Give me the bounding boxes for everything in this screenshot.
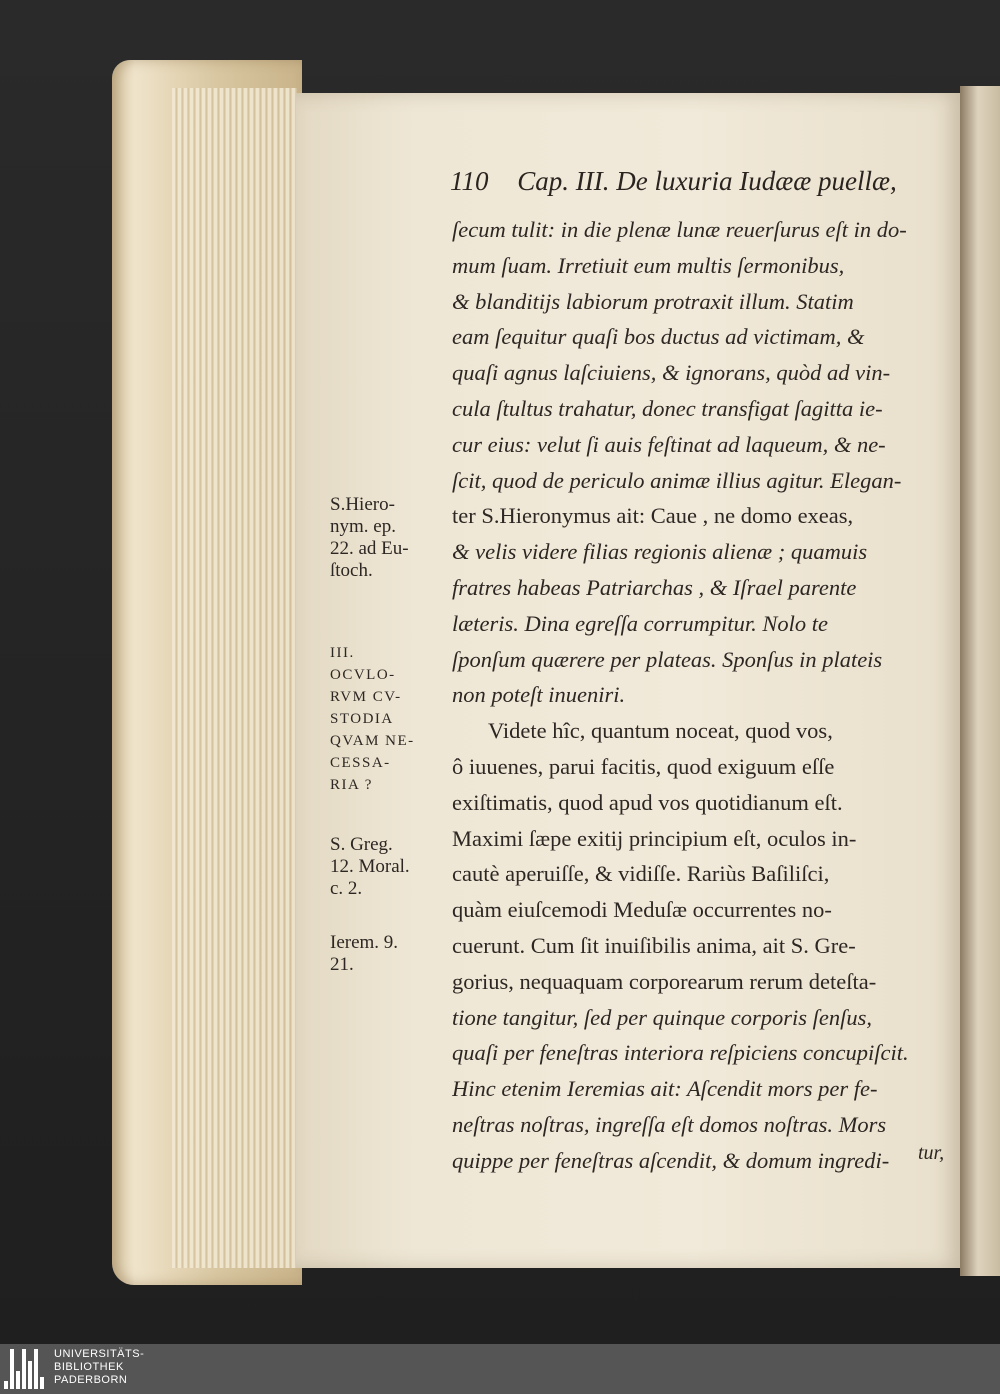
text-line: non poteſt inueniri. — [452, 682, 626, 708]
running-header — [450, 166, 950, 197]
text-line: ter S.Hieronymus ait: Caue , ne domo exeas, — [452, 503, 854, 529]
page-edges — [172, 88, 297, 1268]
margin-note — [330, 494, 445, 582]
text-line: eam ſequitur quaſi bos ductus ad victimam, & — [452, 324, 865, 350]
margin-note-line: STODIA — [330, 711, 394, 727]
text-line: tione tangitur, ſed per quinque corporis ſenſus, — [452, 1004, 872, 1030]
text-line: cautè aperuiſſe, & vidiſſe. Rariùs Baſiliſci, — [452, 861, 830, 887]
text-line: neſtras noſtras, ingreſſa eſt domos noſtras. Mors — [452, 1111, 887, 1137]
margin-note-line: 22. ad Eu- — [330, 538, 409, 559]
text-line: ſecum tulit: in die plenæ lunæ reuerſurus eſt in do- — [452, 217, 907, 242]
text-line: mum ſuam. Irretiuit eum multis ſermonibus, — [452, 252, 845, 278]
text-line: quippe per feneſtras aſcendit, & domum ingredi- — [452, 1147, 890, 1173]
margin-note-line: CESSA- — [330, 755, 391, 771]
logo-line: PADERBORN — [54, 1374, 128, 1386]
text-line: Hinc etenim Ieremias ait: Aſcendit mors per fe- — [452, 1076, 878, 1102]
library-logo-icon — [4, 1349, 44, 1389]
margin-note-line: nym. ep. — [330, 516, 396, 537]
text-line: gorius, nequaquam corporearum rerum deteſta- — [452, 968, 877, 994]
logo-line: BIBLIOTHEK — [54, 1361, 124, 1373]
margin-note-line: OCVLO- — [330, 667, 396, 683]
margin-note-line: ſtoch. — [330, 560, 373, 581]
text-line: exiſtimatis, quod apud vos quotidianum eſt. — [452, 789, 843, 815]
library-footer — [0, 1344, 1000, 1394]
logo-line: UNIVERSITÄTS- — [54, 1348, 145, 1360]
text-line: Maximi ſæpe exitij principium eſt, oculos in- — [452, 825, 857, 851]
library-logo-text — [54, 1348, 144, 1387]
text-line: cuerunt. Cum ſit inuiſibilis anima, ait S. Gre- — [452, 932, 856, 958]
catchword: tur, — [918, 1142, 945, 1164]
margin-note-line: RIA ? — [330, 777, 373, 793]
margin-note-line: 21. — [330, 954, 354, 975]
text-line: & blanditijs labiorum protraxit illum. Statim — [452, 288, 854, 314]
text-line: cula ſtultus trahatur, donec transfigat ſagitta ie- — [452, 395, 883, 421]
margin-note-line: III. — [330, 645, 355, 661]
margin-note-line: c. 2. — [330, 878, 363, 899]
text-line: ſponſum quærere per plateas. Sponſus in plateis — [452, 646, 883, 672]
margin-notes — [330, 494, 445, 976]
text-line: quaſi agnus laſciuiens, & ignorans, quòd ad vin- — [452, 360, 891, 386]
text-line: quaſi per feneſtras interiora reſpiciens concupiſcit. — [452, 1040, 909, 1066]
margin-note-line: S.Hiero- — [330, 494, 395, 515]
page-number: 110 — [450, 166, 489, 196]
page-gutter — [960, 86, 1000, 1276]
main-text — [452, 212, 957, 1179]
text-line: ſcit, quod de periculo animæ illius agitur. Elegan- — [452, 467, 902, 493]
running-title: Cap. III. De luxuria Iudææ puellæ, — [517, 166, 897, 196]
margin-note-line: Ierem. 9. — [330, 932, 399, 953]
text-line: Videte hîc, quantum noceat, quod vos, — [488, 718, 833, 744]
margin-note — [330, 932, 445, 976]
text-line: cur eius: velut ſi auis feſtinat ad laqueum, & ne- — [452, 431, 886, 457]
text-line: & velis videre filias regionis alienæ ; quamuis — [452, 539, 868, 565]
margin-note-line: 12. Moral. — [330, 856, 410, 877]
margin-note — [330, 642, 445, 796]
margin-note-line: S. Greg. — [330, 834, 393, 855]
text-line: læteris. Dina egreſſa corrumpitur. Nolo te — [452, 610, 829, 636]
text-line: ô iuuenes, parui facitis, quod exiguum eſſe — [452, 753, 835, 779]
margin-note — [330, 834, 445, 900]
margin-note-line: RVM CV- — [330, 689, 402, 705]
margin-note-line: QVAM NE- — [330, 733, 415, 749]
text-line: quàm eiuſcemodi Meduſæ occurrentes no- — [452, 897, 832, 923]
text-line: fratres habeas Patriarchas , & Iſrael parente — [452, 574, 857, 600]
